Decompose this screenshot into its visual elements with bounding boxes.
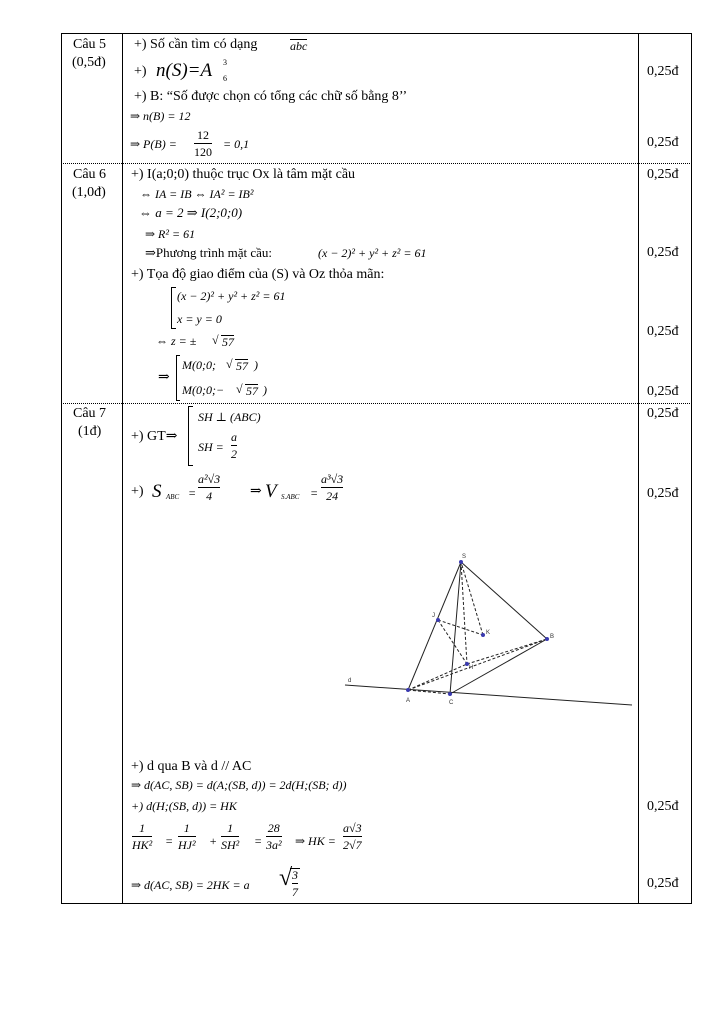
q6-m1-pre: M(0;0; bbox=[182, 358, 216, 372]
point-j bbox=[436, 618, 440, 622]
q6-line7-rad: 57 bbox=[222, 335, 234, 349]
q5-fraction bbox=[194, 129, 212, 158]
q7-last-rad-sign: √ bbox=[279, 865, 293, 891]
q6-line3: ⇔ a = 2 ⇒ I(2;0;0) bbox=[139, 205, 243, 220]
q7-sys-frac-num: a bbox=[231, 430, 237, 444]
q7-s-fraction bbox=[198, 473, 220, 502]
q7-system-brace bbox=[188, 406, 193, 466]
q7-frac-2-num: 1 bbox=[183, 821, 190, 835]
q7-v-symbol: V bbox=[265, 481, 277, 502]
q5-frac-num: 12 bbox=[197, 128, 209, 142]
q6-line5-text: ⇒Phương trình mặt cầu: bbox=[145, 245, 272, 260]
label-h: H bbox=[469, 665, 474, 671]
q5-line1-math: abc bbox=[290, 39, 308, 53]
q7-gt: +) GT⇒ bbox=[131, 429, 178, 444]
q7-system-eq1: SH ⊥ (ABC) bbox=[198, 410, 261, 424]
q5-line1: +) Số cần tìm có dạng bbox=[134, 37, 258, 52]
q6-m2-rad: 57 bbox=[246, 384, 258, 398]
q7-score-3: 0,25đ bbox=[647, 799, 679, 814]
q7-label: Câu 7 bbox=[73, 406, 107, 421]
q6-system-brace bbox=[171, 287, 176, 329]
point-c bbox=[448, 692, 452, 696]
q7-v-frac-num: a³√3 bbox=[321, 472, 344, 486]
q7-frac-3-num: 1 bbox=[227, 821, 234, 835]
q7-plus: + bbox=[209, 834, 218, 848]
q7-v-eq: = bbox=[310, 486, 319, 500]
q5-line5-rhs: = 0,1 bbox=[223, 137, 250, 151]
table-top-border bbox=[61, 33, 692, 34]
q6-score-3: 0,25đ bbox=[647, 324, 679, 339]
pyramid-figure bbox=[340, 550, 640, 710]
q7-v-fraction bbox=[321, 473, 343, 502]
q7-frac-1-den: HK² bbox=[132, 838, 153, 852]
q7-points: (1đ) bbox=[78, 424, 102, 439]
q7-sys-frac-den: 2 bbox=[231, 447, 237, 461]
q7-system-fraction bbox=[231, 431, 237, 460]
q7-s-frac-den: 4 bbox=[206, 489, 213, 503]
label-c: C bbox=[449, 700, 454, 706]
q7-frac-4-den: 3a² bbox=[266, 838, 282, 852]
line-d bbox=[345, 685, 632, 705]
q5-label: Câu 5 bbox=[73, 37, 107, 52]
q5-score-2: 0,25đ bbox=[647, 135, 679, 150]
q5-line3: +) B: “Số được chọn có tổng các chữ số bằng 8’’ bbox=[134, 89, 408, 104]
q7-system-eq2-lhs: SH = bbox=[198, 440, 224, 454]
q6-line6: +) Tọa độ giao điểm của (S) và Oz thỏa mãn: bbox=[131, 267, 385, 282]
q6-line5-math: (x − 2)² + y² + z² = 61 bbox=[318, 246, 427, 260]
q7-line-d: +) d qua B và d // AC bbox=[131, 759, 252, 774]
q5-points: (0,5đ) bbox=[72, 55, 106, 70]
label-b: B bbox=[550, 634, 555, 640]
q6-or-bracket bbox=[176, 355, 180, 401]
q7-eq-1: = bbox=[165, 834, 174, 848]
q7-frac-5-num: a√3 bbox=[343, 821, 362, 835]
q5-line2-sup: 3 bbox=[223, 58, 227, 67]
q7-s-prefix: +) bbox=[131, 484, 144, 499]
edge-sa bbox=[408, 562, 461, 690]
q6-m2-pre: M(0;0;− bbox=[182, 383, 225, 397]
q7-frac-3-den: SH² bbox=[221, 838, 240, 852]
q7-frac-1-num: 1 bbox=[139, 821, 146, 835]
q7-frac-5 bbox=[343, 822, 362, 851]
q7-last-den: 7 bbox=[292, 885, 298, 899]
label-a: A bbox=[406, 698, 411, 704]
row-divider-q5-q6 bbox=[61, 163, 692, 164]
q7-last-num: 3 bbox=[292, 868, 298, 882]
segment-hb bbox=[467, 639, 547, 664]
q7-score-2: 0,25đ bbox=[647, 486, 679, 501]
q7-v-frac-den: 24 bbox=[326, 489, 339, 503]
q6-line1: +) I(a;0;0) thuộc trục Ox là tâm mặt cầu bbox=[131, 167, 356, 182]
q7-s-sub: ABC bbox=[166, 493, 180, 501]
q7-s-frac-num: a²√3 bbox=[198, 472, 221, 486]
q7-frac-4-num: 28 bbox=[267, 821, 280, 835]
q7-last-fraction bbox=[290, 868, 300, 898]
q7-frac-2-den: HJ² bbox=[178, 838, 196, 852]
q7-frac-1 bbox=[132, 822, 152, 851]
q7-v-sub: S.ABC bbox=[281, 493, 300, 501]
q6-m2-post: ) bbox=[263, 383, 267, 397]
edge-ab-hidden bbox=[408, 639, 547, 690]
edge-sb bbox=[461, 562, 547, 639]
q6-system-eq1: (x − 2)² + y² + z² = 61 bbox=[177, 289, 286, 303]
q6-implies: ⇒ bbox=[158, 370, 170, 385]
q6-score-4: 0,25đ bbox=[647, 384, 679, 399]
q7-last-pre: ⇒ d(AC, SB) = 2HK = a bbox=[131, 878, 250, 892]
q7-v-implies: ⇒ bbox=[250, 484, 262, 499]
row-divider-q6-q7 bbox=[61, 403, 692, 404]
segment-jh bbox=[438, 620, 467, 664]
q7-frac-3 bbox=[221, 822, 239, 851]
q7-frac-4 bbox=[266, 822, 282, 851]
q6-line4: ⇒ R² = 61 bbox=[145, 227, 196, 241]
q6-line7-rad-sign: √ bbox=[212, 333, 219, 347]
q7-frac-5-den: 2√7 bbox=[343, 838, 362, 852]
q5-frac-den: 120 bbox=[194, 145, 212, 159]
q6-m1-rad: 57 bbox=[236, 359, 248, 373]
q7-eq-2: = bbox=[254, 834, 263, 848]
q5-score-1: 0,25đ bbox=[647, 64, 679, 79]
q5-line4: ⇒ n(B) = 12 bbox=[130, 109, 191, 123]
q6-label: Câu 6 bbox=[73, 167, 107, 182]
label-s: S bbox=[462, 554, 467, 560]
q6-score-1: 0,25đ bbox=[647, 167, 679, 182]
point-a bbox=[406, 688, 410, 692]
q5-line2-math: n(S)=A bbox=[156, 60, 213, 81]
q5-line2-prefix: +) bbox=[134, 64, 147, 79]
label-j: J bbox=[432, 613, 435, 619]
q6-m1-post: ) bbox=[254, 358, 258, 372]
q6-m1-rad-sign: √ bbox=[226, 357, 233, 371]
point-s bbox=[459, 560, 463, 564]
q7-score-1: 0,25đ bbox=[647, 406, 679, 421]
q7-line-e: ⇒ d(AC, SB) = d(A;(SB, d)) = 2d(H;(SB; d)) bbox=[131, 778, 347, 792]
q7-score-4: 0,25đ bbox=[647, 876, 679, 891]
q5-line2-sub: 6 bbox=[223, 74, 227, 83]
label-d: d bbox=[348, 678, 352, 684]
point-k bbox=[481, 633, 485, 637]
q6-line2: ⇔ IA = IB ⇔ IA² = IB² bbox=[140, 187, 254, 201]
q7-frac-2 bbox=[178, 822, 196, 851]
q5-line5-lhs: ⇒ P(B) = bbox=[130, 137, 177, 151]
q6-score-2: 0,25đ bbox=[647, 245, 679, 260]
q7-s-eq: = bbox=[188, 486, 197, 500]
q6-m2-rad-sign: √ bbox=[236, 382, 243, 396]
point-b bbox=[545, 637, 549, 641]
q6-system-eq2: x = y = 0 bbox=[177, 312, 222, 326]
q6-line7-pre: ⇔ z = ± bbox=[156, 334, 197, 348]
q7-line-f: +) d(H;(SB, d)) = HK bbox=[131, 799, 237, 813]
q7-s-symbol: S bbox=[152, 481, 162, 502]
q6-points: (1,0đ) bbox=[72, 185, 106, 200]
edge-cb bbox=[450, 639, 547, 694]
q7-implies-hk: ⇒ HK = bbox=[295, 834, 336, 848]
table-bottom-border bbox=[61, 903, 692, 904]
label-k: K bbox=[486, 630, 491, 636]
segment-jk bbox=[438, 620, 483, 635]
